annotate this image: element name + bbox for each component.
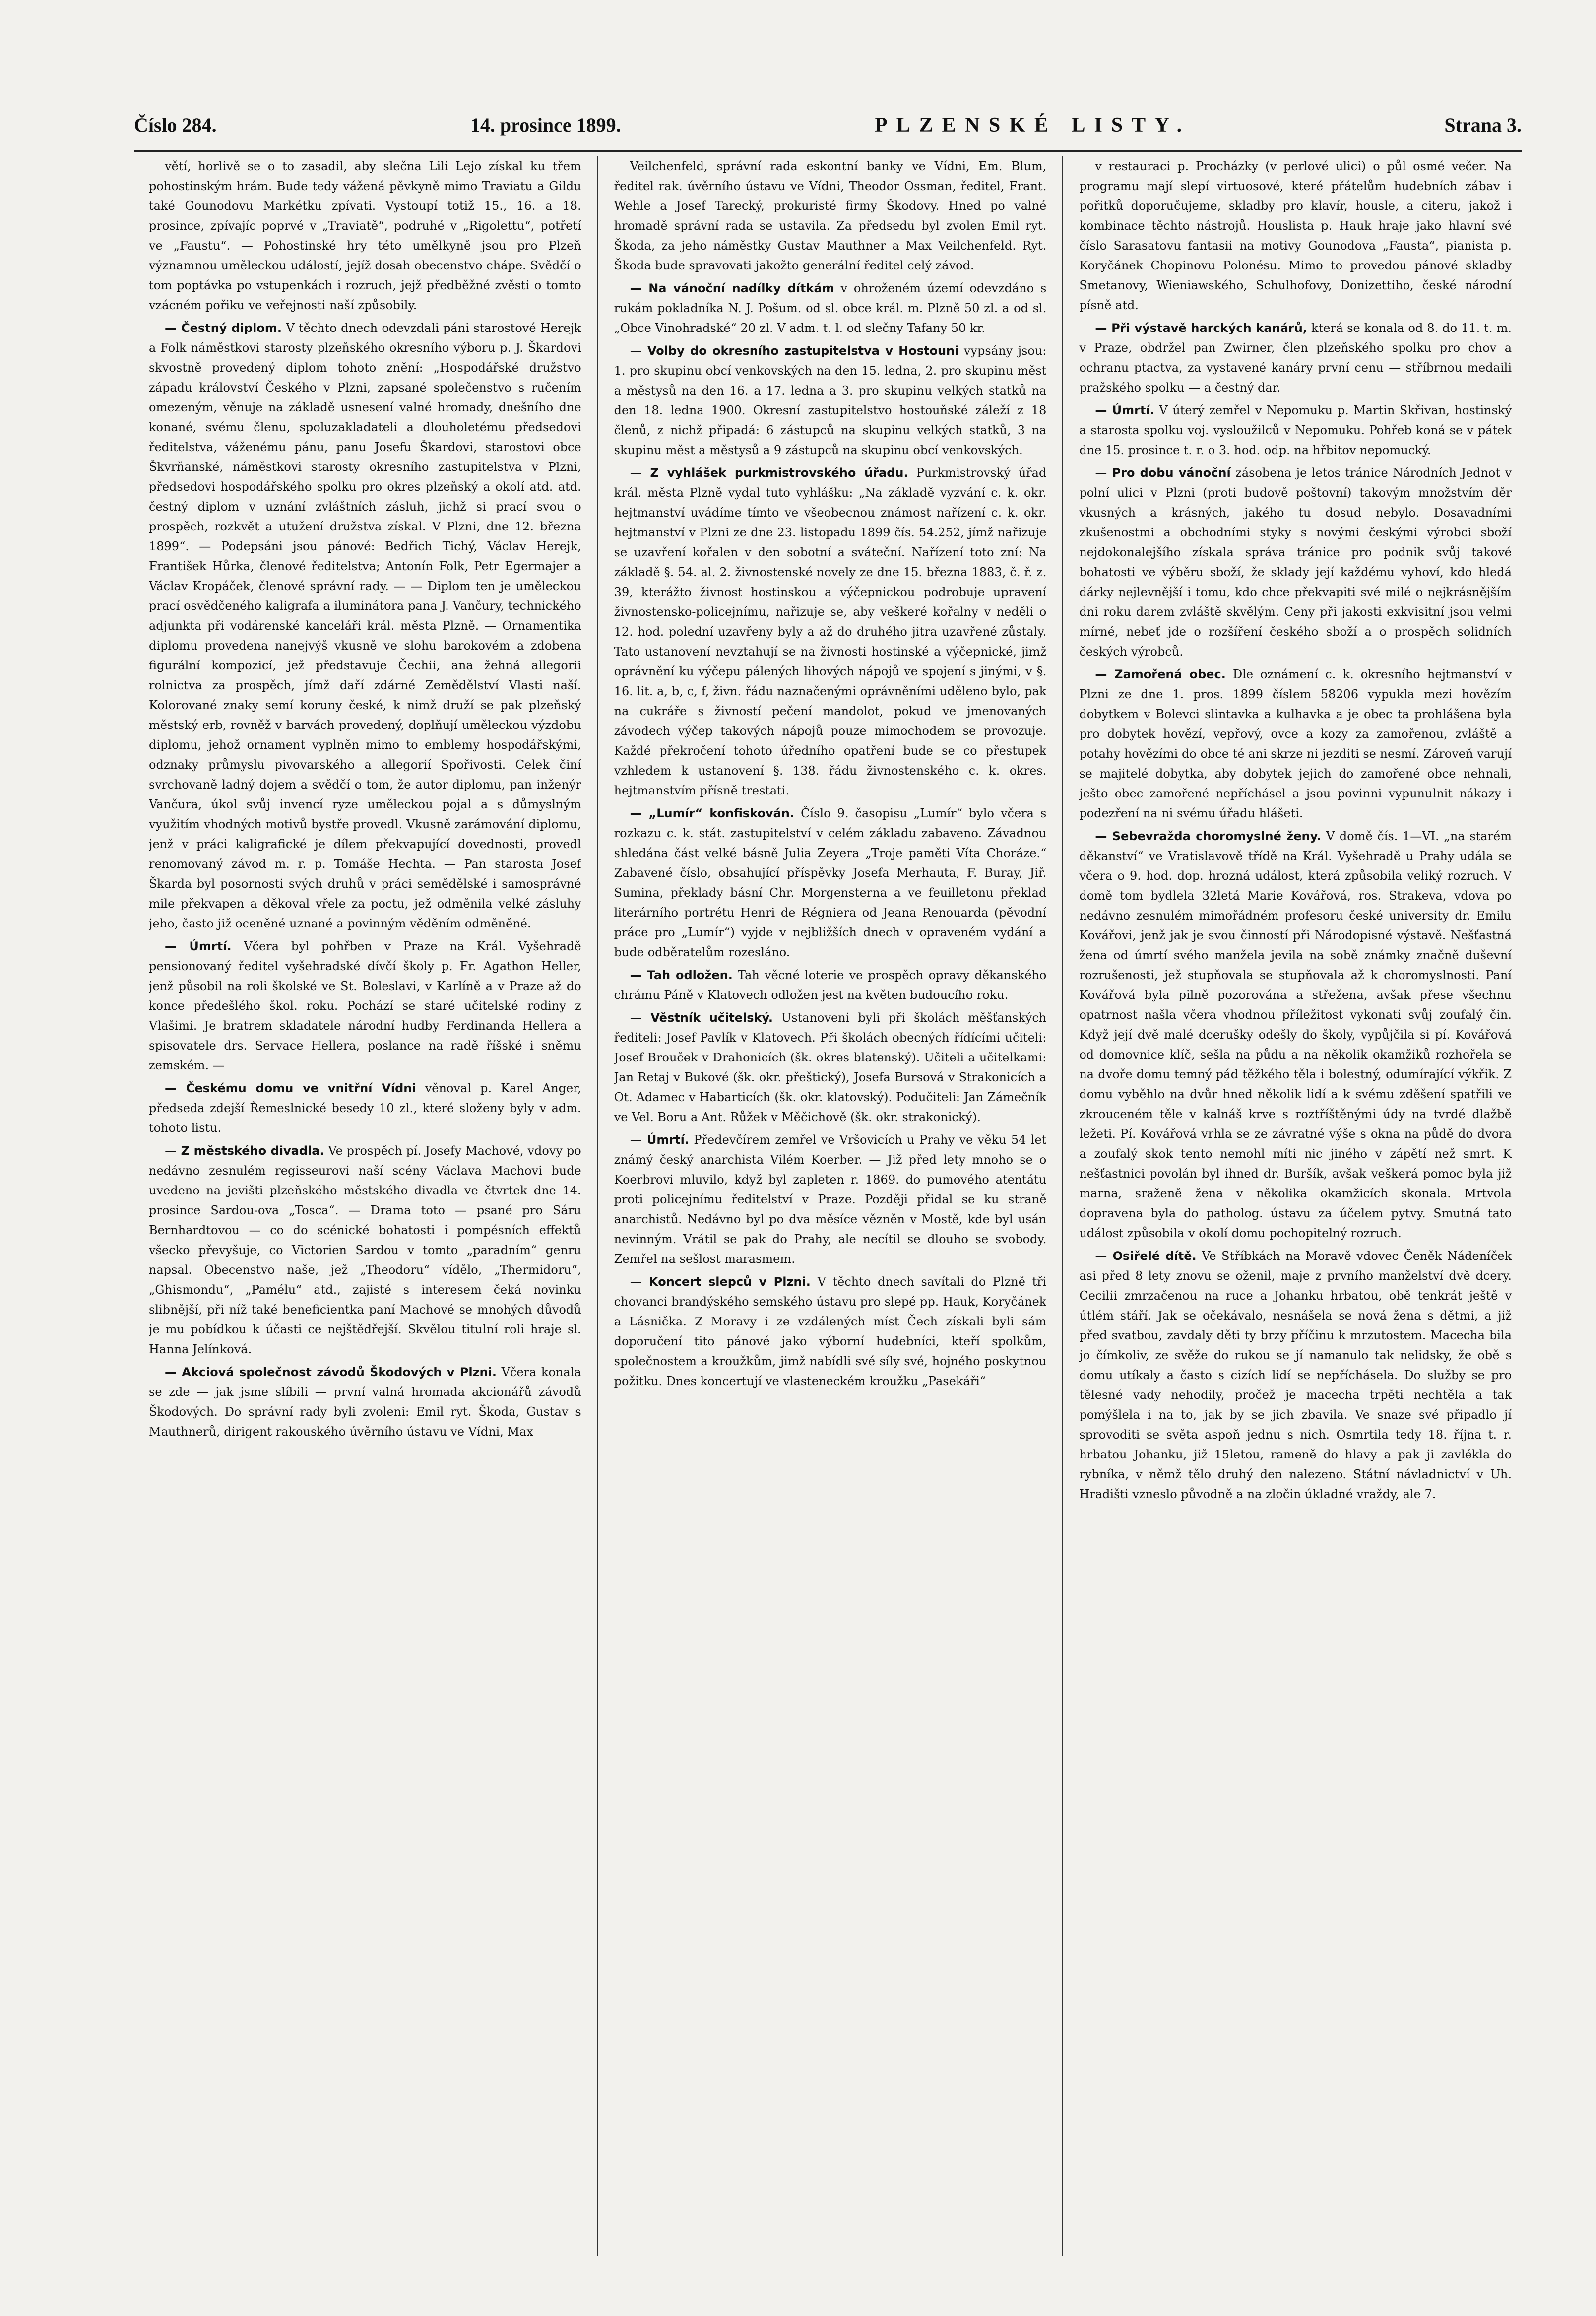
news-headline: — Věstník učitelský. bbox=[630, 1011, 773, 1025]
news-paragraph bbox=[614, 1272, 1047, 1391]
news-text: větí, horlivě se o to zasadil, aby slečna Lili Lejo získal ku třem pohostinským hrám. Bude tedy vážená pěvkyně mimo Traviatu a Gildu také Gounodovu Markétku zpívati. Vystoupí totiž 15., 16. a 18. prosince, zpívajíc poprvé v „Traviatě“, podruhé v „Rigolettu“, potřetí ve „Faustu“. — Pohostinské hry této umělkyně jsou pro Plzeň významnou uměleckou událostí, jejíž dosah obecenstvo chápe. Svědčí o tom poptávka po vstupenkách i rozruch, jejž předběžné zvěsti o tomto vzácném pořiku ve veřejnosti naší způsobily. bbox=[149, 159, 581, 312]
news-text: věnoval p. Karel Anger, předseda zdejší Řemeslnické besedy 10 zl., které složeny byly v adm. tohoto listu. bbox=[149, 1081, 581, 1135]
header-rule bbox=[134, 150, 1522, 152]
news-text: Ve prospěch pí. Josefy Machové, vdovy po nedávno zesnulém regisseurovi naší scény Václava Machovi bude uvedeno na jevišti plzeňského městského divadla ve čtvrtek dne 14. prosince Sardou-ova „Tosca“. — Drama toto — psané pro Sáru Bernhardtovou — co do scénické bohatosti i pompésních effektů všecko převyšuje, co Victorien Sardou v tomto „paradním“ genru napsal. Obecenstvo naše, jež „Theodoru“ vídělo, „Thermidoru“, „Ghismondu“, „Pamélu“ atd., zajisté s interesem čeká novinku slibnější, při níž také beneficientka paní Machové se mnohých důvodů je mu pobídkou k účasti ce nejštědřejší. Skvělou titulní roli hraje sl. Hanna Jelínková. bbox=[149, 1144, 581, 1356]
news-headline: — Při výstavě harckých kanárů, bbox=[1095, 321, 1307, 335]
news-headline: — Tah odložen. bbox=[630, 968, 733, 982]
news-paragraph bbox=[1079, 463, 1512, 662]
news-headline: — Z městského divadla. bbox=[165, 1144, 324, 1158]
news-paragraph bbox=[614, 341, 1047, 460]
news-text: V těchto dnech savítali do Plzně tři chovanci brandýského semského ústavu pro slepé pp. Hauk, Koryčánek a Lásnička. Z Moravy i ze vzdálených míst Čech získali byli sám doporučení tito pánové jako výborní hudebníci, kteří spolkům, společnostem a kroužkům, jimž nabídli své síly své, hojného poskytnou požitku. Dnes koncertují ve vlasteneckém kroužku „Pasekáři“ bbox=[614, 1275, 1047, 1388]
news-text: Purkmistrovský úřad král. města Plzně vydal tuto vyhlášku: „Na základě vyzvání c. k. okr. hejtmanství uvádíme tímto ve všeobecnou známost nařízení c. k. okr. hejtmanství v Plzni ze dne 23. listopadu 1899 čís. 54.252, jímž nařizuje se uzavření kořalen v den sobotní a sváteční. Nařízení toto zní: Na základě §. 54. al. 2. živnostenské novely ze dne 15. března 1883, č. ř. z. 39, kterážto živnost hostinskou a výčepnickou podrobuje upravení živnostensko-policejnímu, nařizuje se, aby veškeré kořalny v neděli o 12. hod. polední uzavřeny byly a až do druhého jitra uzavřené zůstaly. Tato ustanovení nevztahují se na živnosti hostinské a výčepnické, jimž oprávnění ku výčepu pálených lihových nápojů ve spojení s jinými, v §. 16. lit. a, b, c, f, živn. řádu naznačenými oprávněními uděleno bylo, pak na cukráře s živností pečení mandolot, pokud ve jmenovaných závodech výčep takových nápojů pouze mimochodem se provozuje. Každé překročení tohoto úředního opatření bude se co přestupek vzhledem k ustanovení §. 138. řádu živnostenského c. k. okres. hejtmanstvím přísně trestati. bbox=[614, 466, 1047, 797]
news-headline: — Sebevražda choromyslné ženy. bbox=[1095, 829, 1322, 843]
news-text: Předevčírem zemřel ve Vršovicích u Prahy ve věku 54 let známý český anarchista Vilém Koerber. — Již před lety mnoho se o Koerbrovi mluvilo, když byl zapleten r. 1869. do pumového atentátu proti policejnímu ředitelství v Praze. Později přidal se ku straně anarchistů. Nedávno byl po dva měsíce vězněn v Mostě, kde byl usán nevinným. Vrátil se pak do Prahy, ale necítil se dlouho se svobody. Zemřel na sešlost marasmem. bbox=[614, 1133, 1047, 1266]
news-headline: — Pro dobu vánoční bbox=[1095, 466, 1231, 480]
news-text: Včera byl pohřben v Praze na Král. Vyšehradě pensionovaný ředitel vyšehradské dívčí školy p. Fr. Agathon Heller, jenž působil na roli školské ve St. Boleslavi, v Karlíně a v Praze až do konce předešlého škol. roku. Pochází se staré učitelské rodiny z Vlašimi. Je bratrem skladatele národní hudby Ferdinanda Hellera a spisovatele drs. Servace Hellera, poslance na radě říšské i sněmu zemském. — bbox=[149, 939, 581, 1072]
news-headline: — Úmrtí. bbox=[1095, 403, 1154, 417]
news-text: Dle oznámení c. k. okresního hejtmanství v Plzni ze dne 1. pros. 1899 číslem 58206 vypukla mezi hovězím dobytkem v Bolevci slintavka a kulhavka a je obec ta prohlášena byla pro dobytek hovězí, vepřový, ovce a kozy za zamořenou, zvláště a potahy hovězími do obce té ani skrze ni jezditi se nesmí. Zároveň varují se majitelé dobytka, aby dobytek jejich do zamořené obce nehnali, ješto obec zamořené nepříchásel a jsou povinni vypunulnit nákazy i podezření na ni svému úřadu hlášeti. bbox=[1079, 667, 1512, 820]
news-headline: — „Lumír“ konfiskován. bbox=[630, 806, 795, 820]
news-headline: — Čestný diplom. bbox=[165, 321, 282, 335]
news-paragraph bbox=[149, 936, 581, 1075]
news-paragraph bbox=[149, 156, 581, 315]
newspaper-title: PLZENSKÉ LISTY. bbox=[874, 114, 1191, 136]
news-headline: — Úmrtí. bbox=[630, 1133, 689, 1147]
column-1 bbox=[149, 156, 581, 2256]
news-paragraph bbox=[614, 1130, 1047, 1269]
news-headline: — Volby do okresního zastupitelstva v Hostouni bbox=[630, 344, 959, 358]
news-paragraph bbox=[149, 1141, 581, 1359]
news-paragraph bbox=[614, 156, 1047, 275]
news-paragraph bbox=[614, 463, 1047, 800]
news-paragraph bbox=[1079, 664, 1512, 823]
news-paragraph bbox=[149, 318, 581, 933]
news-headline: — Z vyhlášek purkmistrovského úřadu. bbox=[630, 466, 908, 480]
column-divider bbox=[1062, 156, 1063, 2256]
news-headline: — Úmrtí. bbox=[165, 939, 232, 953]
news-paragraph bbox=[149, 1362, 581, 1442]
news-headline: — Českému domu ve vnitřní Vídni bbox=[165, 1081, 416, 1095]
news-text: Veilchenfeld, správní rada eskontní banky ve Vídni, Em. Blum, ředitel rak. úvěrního ústavu ve Vídni, Theodor Ossman, ředitel, Frant. Wehle a Josef Tarecký, prokuristé firmy Škodovy. Hned po valné hromadě správní rada se ustavila. Za předsedu byl zvolen Emil ryt. Škoda, za jeho náměstky Gustav Mauthner a Max Veilchenfeld. Ryt. Škoda bude spravovati jakožto generální ředitel celý závod. bbox=[614, 159, 1047, 272]
news-text: Ve Stříbkách na Moravě vdovec Čeněk Nádeníček asi před 8 lety znovu se oženil, maje z prvního manželství dvě dcery. Cecilii zmrzačenou na ruce a Johanku hrbatou, obě tenkrát ještě v útlém stáří. Jak se očekávalo, nesnášela se nová žena s dětmi, a již před svatbou, zavdaly děti ty brzy příčinu k mrzutostem. Macecha bila jo čímkoliv, ze svěže do rukou se jí namanulo tak nelidsky, že obě s domu utíkaly a často s cizích lidí se nepříchásela. Do služby se pro tělesné vady nehodily, pročež je macecha trpěti nechtěla a tak pomýšlela i na to, jak by se jich zbavila. Ve snaze své připadlo jí sprovoditi se světa aspoň jednu s nich. Osmrtila tedy 18. října t. r. hrbatou Johanku, již 15letou, rameně do hlavy a pak ji zavlékla do rybníka, v němž tělo druhý den nalezeno. Státní návladnictví v Uh. Hradišti vzneslo původně a na zločin úkladné vraždy, ale 7. bbox=[1079, 1249, 1512, 1501]
news-paragraph bbox=[1079, 318, 1512, 397]
news-paragraph bbox=[1079, 400, 1512, 460]
news-text: v restauraci p. Procházky (v perlové ulici) o půl osmé večer. Na programu mají slepí virtuosové, které přátelům hudebních zábav i pořitků doporučujeme, skladby pro klavír, housle, a citeru, jakož i kombinace těchto nástrojů. Houslista p. Hauk hraje jako hlavní své číslo Sarasatovu fantasii na motivy Gounodova „Fausta“, pianista p. Koryčánek Chopinovu Polonésu. Mimo to provedou pánové skladby Smetanovy, Wieniawského, Schulhofovy, Donizettiho, české národní písně atd. bbox=[1079, 159, 1512, 312]
column-divider bbox=[597, 156, 598, 2256]
news-text: v ohroženém území odevzdáno s rukám pokladníka N. J. Pošum. od sl. obce král. m. Plzně 50 zl. a od sl. „Obce Vinohradské“ 20 zl. V adm. t. l. od slečny Tafany 50 kr. bbox=[614, 281, 1047, 335]
news-headline: — Akciová společnost závodů Škodových v Plzni. bbox=[165, 1365, 497, 1379]
news-headline: — Koncert slepců v Plzni. bbox=[630, 1275, 811, 1289]
issue-number: Číslo 284. bbox=[134, 114, 217, 136]
news-headline: — Na vánoční nadílky dítkám bbox=[630, 281, 834, 295]
news-paragraph bbox=[614, 278, 1047, 338]
page-number: Strana 3. bbox=[1444, 114, 1522, 136]
news-text: V těchto dnech odevzdali páni starostové Herejk a Folk náměstkovi starosty plzeňského okresního výboru p. J. Škardovi skvostně provedený diplom tohoto znění: „Hospodářské družstvo západu království Českého v Plzni, zapsané společenstvo s ručením omezeným, věnuje na základě usnesení valné hromady, dnešního dne konané, svému členu, spoluzakladateli a dlouholetému předsedovi ředitelstva, váženému pánu, panu Josefu Škardovi, starostovi obce Škvrňanské, náměstkovi starosty okresního zastupitelstva v Plzni, předsedovi hospodářského spolku pro okres plzeňský a okolí atd. atd. čestný diplom v uznání zvláštních zásluh, jichž si prací svou o prospěch, rozkvět a utužení družstva získal. V Plzni, dne 12. března 1899“. — Podepsáni jsou pánové: Bedřich Tichý, Václav Herejk, František Hůrka, členové ředitelstva; Antonín Folk, Petr Egermajer a Václav Kropáček, členové správní rady. — — Diplom ten je uměleckou prací osvědčeného kaligrafa a iluminátora pana J. Vančury, technického adjunkta při vodárenské kanceláři král. města Plzně. — Ornamentika diplomu provedena nanejvýš vkusně ve slohu barokovém a zdobena figurální kompozicí, jež představuje Čechii, ana žehná allegorii rolnictva za prospěch, jímž daří zdárné Zemědělství Vlasti naší. Kolorované znaky semí koruny české, k nimž druží se pak plzeňský městský erb, rovněž v barvách provedený, doplňují uměleckou výzdobu diplomu, jehož ornament vyplněn mimo to emblemy hospodářskými, odznaky průmyslu pivovarského a allegorií Spořivosti. Celek činí svrchovaně ladný dojem a svědčí o tom, že autor diplomu, pan inženýr Vančura, úkol svůj invencí ryze uměleckou pojal a s důmyslným využitím vhodných motivů bystře provedl. Vkusně zarámování diplomu, jenž v práci kaligrafické je dílem překvapující dovednosti, provedl renomovaný závod m. r. p. Tomáše Hechta. — Pan starosta Josef Škarda byl posornosti svých druhů v práci semědělské i samosprávné mile překvapen a děkoval vřele za poctu, jež odměnila velké zásluhy jeho, často již oceněné uznané a povinným věděním odměněné. bbox=[149, 321, 581, 930]
news-text: Číslo 9. časopisu „Lumír“ bylo včera s rozkazu c. k. stát. zastupitelství v celém základu zabaveno. Závadnou shledána část velké básně Julia Zeyera „Troje paměti Víta Choráze.“ Zabavené číslo, obsahující příspěvky Josefa Merhauta, F. Buray, Jiř. Sumina, překlady básní Chr. Morgensterna a ve feuilletonu překlad literárního portrétu Henri de Régniera od Jeana Renouarda (pěvodní práce pro „Lumír“) vyjde v nejbližších dnech v opraveném vydání a bude odběratelům rozesláno. bbox=[614, 806, 1047, 959]
news-paragraph bbox=[1079, 156, 1512, 315]
news-paragraph bbox=[149, 1078, 581, 1138]
news-text: V domě čís. 1—VI. „na starém děkanství“ ve Vratislavově třídě na Král. Vyšehradě u Prahy udála se včera o 9. hod. dop. hrozná událost, která způsobila veliký rozruch. V domě tom bydlela 32letá Marie Kovářová, ros. Strakeva, vdova po nedávno zesnulém mimořádném profesoru české university dr. Emilu Kovářovi, jenž jak je svou činností při Národopisné výstavě. Nešťastná žena od úmrtí svého manžela jevila na sobě známky značně duševní rozrušenosti, jež stupňovala se stupňovala až k choromyslnosti. Paní Kovářová byla pilně pozorována a střežena, avšak přese všechnu opatrnost našla včera vhodnou příležitost vykonati svůj zoufalý čin. Když její dvě malé dcerušky odešly do školy, vypůjčila si pí. Kovářová od domovnice klíč, sešla na půdu a na několik okamžiků rozhořela se na dvoře domu temný pád těžkého těla i bolestný, odumírající výkřik. Z domu vyběhlo na dvůr hned několik lidí a k svému zděšení spatřili ve zkrouceném těle v kalnáš krve s roztříštěnými údy na tvrdé dlažbě ležeti. Pí. Kovářová vrhla se ze závratné výše s okna na půdě do dvora a zoufalý skok tento nemohl míti nic jiného v zápětí než smrt. K nešťastnici povolán byl ihned dr. Buršík, avšak veškerá pomoc byla již marna, sraženě žena v několika okamžicích skonala. Mrtvola dopravena byla do patholog. ústavu za účelem pytvy. Smutná tato událost způsobila v okolí domu pochopitelný rozruch. bbox=[1079, 829, 1512, 1240]
news-text: vypsány jsou: 1. pro skupinu obcí venkovských na den 15. ledna, 2. pro skupinu měst a městysů na den 16. a 17. ledna a 3. pro skupinu velkých statků na den 18. ledna 1900. Okresní zastupitelstvo hostouňské záleží z 18 členů, z nichž připadá: 6 zástupců na skupinu velkých statků, 3 na skupinu měst a městysů a 9 zástupců na skupinu obcí venkovských. bbox=[614, 344, 1047, 457]
news-text: V úterý zemřel v Nepomuku p. Martin Skřivan, hostinský a starosta spolku voj. vysloužilců v Nepomuku. Pohřeb koná se v pátek dne 15. prosince t. r. o 3. hod. odp. na hřbitov nepomucký. bbox=[1079, 403, 1512, 457]
masthead bbox=[134, 113, 1522, 148]
column-3 bbox=[1079, 156, 1512, 2256]
news-text: která se konala od 8. do 11. t. m. v Praze, obdržel pan Zwirner, člen plzeňského spolku pro chov a ochranu ptactva, za vystavené kanáry první cenu — stříbrnou medaili pražského spolku — a čestný dar. bbox=[1079, 321, 1512, 395]
news-paragraph bbox=[1079, 1246, 1512, 1504]
column-2 bbox=[614, 156, 1047, 2256]
news-headline: — Zamořená obec. bbox=[1095, 667, 1226, 681]
news-paragraph bbox=[614, 803, 1047, 962]
news-text: Ustanoveni byli při školách měšťanských řediteli: Josef Pavlík v Klatovech. Při školách obecných řídícími učiteli: Josef Brouček v Drahonicích (šk. okres blatenský). Učiteli a učitelkami: Jan Retaj v Bukové (šk. okr. přeštický), Josefa Bursová v Strakonicích a Ot. Adamec v Habarticích (šk. okr. klatovský). Podučiteli: Jan Zámečník ve Vel. Boru a Ant. Růžek v Měčichově (šk. okr. strakonický). bbox=[614, 1011, 1047, 1124]
news-text: zásobena je letos tránice Národních Jednot v polní ulici v Plzni (proti budově poštovní) takovým množstvím děr vkusných a krásných, jakého tu dosud nebylo. Dosavadními zkušenostmi a obchodními styky s novými českými výrobci sboží nejdokonalejšího získala správa tránice pro podnik svůj takové bohatosti ve výběru sboží, že sklady její každému vyhoví, kdo hledá dárky nejlevnější i tomu, kdo chce překvapiti své milé o nejkrásnějším dni roku darem zvláště skvělým. Ceny při jakosti exkvisitní jsou velmi mírné, nebeť jde o rozšíření českého sboží a o prospěch solidních českých výrobců. bbox=[1079, 466, 1512, 659]
issue-date: 14. prosince 1899. bbox=[470, 114, 621, 136]
news-paragraph bbox=[1079, 826, 1512, 1243]
news-headline: — Osiřelé dítě. bbox=[1095, 1249, 1197, 1263]
news-paragraph bbox=[614, 965, 1047, 1005]
article-columns bbox=[149, 156, 1512, 2256]
news-paragraph bbox=[614, 1008, 1047, 1127]
news-text: Tah věcné loterie ve prospěch opravy děkanského chrámu Páně v Klatovech odložen jest na květen budoucího roku. bbox=[614, 968, 1047, 1002]
news-text: Včera konala se zde — jak jsme slíbili — první valná hromada akcionářů závodů Škodových. Do správní rady byli zvoleni: Emil ryt. Škoda, Gustav s Mauthnerů, dirigent rakouského úvěrního ústavu ve Vídni, Max bbox=[149, 1365, 581, 1439]
